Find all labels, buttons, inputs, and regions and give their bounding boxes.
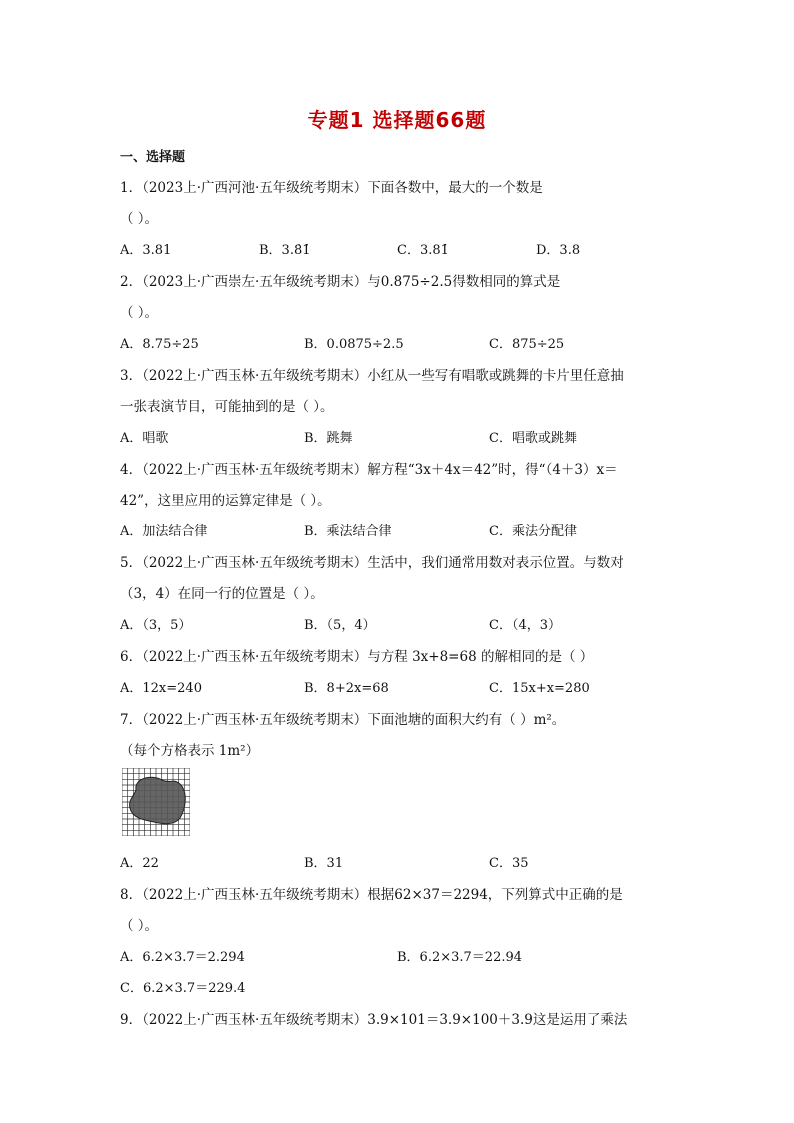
question-8-text: 8．（2022上·广西玉林·五年级统考期末）根据62×37＝2294，下列算式中正确的是 [120, 887, 623, 903]
question-4-option-c: C．乘法分配律 [489, 524, 577, 539]
question-6-option-b: B．8+2x=68 [304, 681, 389, 696]
question-7-option-c: C．35 [489, 856, 529, 871]
pond-shape [130, 777, 186, 824]
question-5-text: 5．（2022上·广西玉林·五年级统考期末）生活中，我们通常用数对表示位置。与数对 [120, 555, 624, 571]
question-2-blank: （ ）。 [120, 305, 159, 321]
question-1-blank: （ ）。 [120, 211, 159, 227]
question-2-option-b: B．0.0875÷2.5 [304, 337, 404, 352]
question-8-blank: （ ）。 [120, 918, 159, 934]
question-6-option-c: C．15x+x=280 [489, 681, 590, 696]
question-4-text: 4．（2022上·广西玉林·五年级统考期末）解方程“3x＋4x＝42”时，得“（4＋3）x＝ [120, 462, 618, 478]
question-1-option-a: A．3.81 [120, 243, 172, 258]
question-3-option-b: B．跳舞 [304, 431, 353, 446]
question-9-text: 9．（2022上·广西玉林·五年级统考期末）3.9×101＝3.9×100＋3.9这是运用了乘法 [120, 1012, 628, 1028]
question-7-note: （每个方格表示 1m²） [120, 743, 260, 759]
question-5-text-2: （3，4）在同一行的位置是（ ）。 [120, 586, 324, 602]
question-1-option-d: D．3.8 [536, 243, 581, 258]
question-2-option-a: A．8.75÷25 [120, 337, 199, 352]
question-8-option-c: C．6.2×3.7＝229.4 [120, 981, 246, 996]
question-3-option-a: A．唱歌 [120, 431, 169, 446]
question-3-text-2: 一张表演节目，可能抽到的是（ ）。 [120, 399, 334, 415]
question-5-option-c: C．（4，3） [489, 618, 561, 633]
section-heading: 一、选择题 [120, 150, 186, 165]
question-4-text-2: 42”，这里应用的运算定律是（ ）。 [120, 493, 331, 509]
question-5-option-a: A．（3，5） [120, 618, 192, 633]
question-3-option-c: C．唱歌或跳舞 [489, 431, 577, 446]
question-1-option-b: B．3.8̇1̇ [259, 243, 311, 258]
page-title: 专题1 选择题66题 [307, 108, 487, 132]
question-2-option-c: C．875÷25 [489, 337, 565, 352]
question-4-option-a: A．加法结合律 [120, 524, 208, 539]
question-6-option-a: A．12x=240 [120, 681, 202, 696]
question-4-option-b: B．乘法结合律 [304, 524, 392, 539]
question-3-text: 3．（2022上·广西玉林·五年级统考期末）小红从一些写有唱歌或跳舞的卡片里任意抽 [120, 368, 624, 384]
question-6-text: 6．（2022上·广西玉林·五年级统考期末）与方程 3x+8=68 的解相同的是（ ） [120, 649, 594, 665]
question-1-option-c: C．3.81̇ [397, 243, 449, 258]
question-7-option-a: A．22 [120, 856, 159, 871]
question-8-option-a: A．6.2×3.7＝2.294 [120, 950, 245, 965]
question-2-text: 2．（2023上·广西崇左·五年级统考期末）与0.875÷2.5得数相同的算式是 [120, 274, 561, 290]
question-8-option-b: B．6.2×3.7＝22.94 [397, 950, 523, 965]
question-1-text: 1．（2023上·广西河池·五年级统考期末）下面各数中，最大的一个数是 [120, 180, 543, 196]
question-7-option-b: B．31 [304, 856, 344, 871]
question-5-option-b: B．（5，4） [304, 618, 376, 633]
question-7-text: 7．（2022上·广西玉林·五年级统考期末）下面池塘的面积大约有（ ）m²。 [120, 712, 566, 728]
pond-grid-figure [122, 768, 190, 836]
